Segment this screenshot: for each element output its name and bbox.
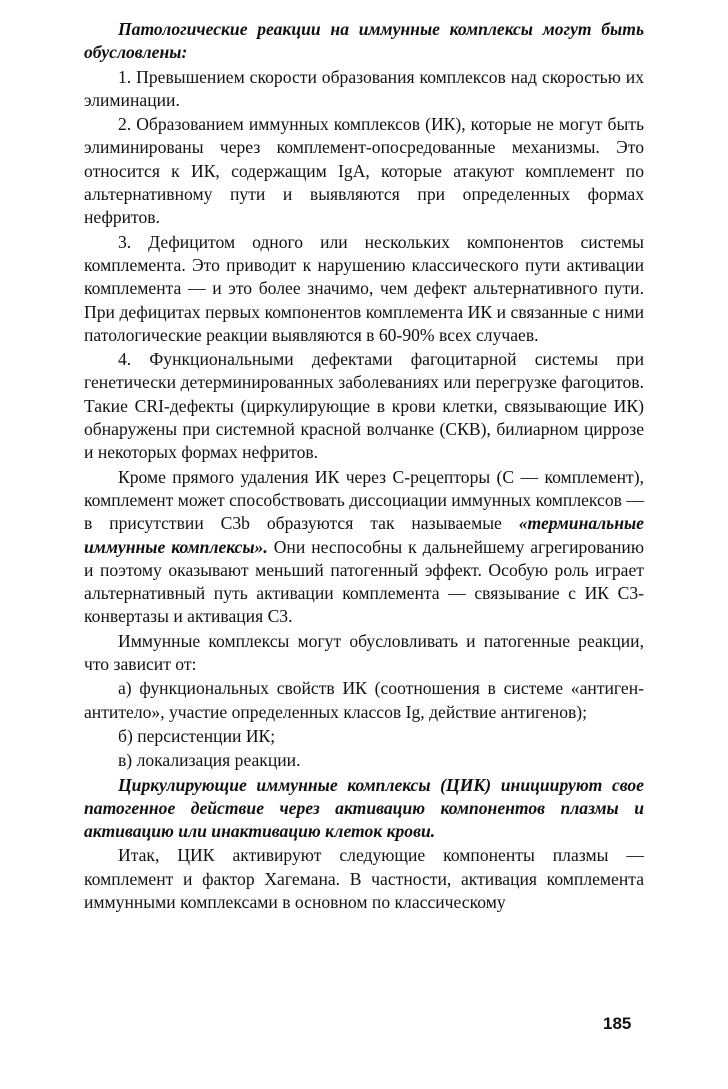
- sub-item-b: б) персистенции ИК;: [118, 725, 276, 746]
- paragraph-text-after-term: Они неспособны к дальнейшему агрегированию и поэтому оказывают меньший патогенный эффект. Особую роль играет альтернативный путь активации комплемента — связывание с ИК С3-конвертазы и активация С3.: [84, 536, 644, 627]
- heading-pathological-reactions: Патологические реакции на иммунные комплексы могут быть обусловлены:: [84, 19, 644, 63]
- term-terminal-immune-complexes: «терминальные иммунные комплексы».: [84, 513, 644, 557]
- heading-circulating-immune-complexes: Циркулирующие иммунные комплексы (ЦИК) инициируют свое патогенное действие через активацию компонентов плазмы и активацию или инактивацию клеток крови.: [84, 774, 644, 842]
- paragraph-text-before-term: Кроме прямого удаления ИК через С-рецепторы (С — комплемент), комплемент может способствовать диссоциации иммунных комплексов — в присутствии С3b образуются так называемые: [84, 466, 644, 534]
- list-item-1: 1. Превышением скорости образования комплексов над скоростью их элиминации.: [84, 66, 644, 110]
- list-item-4: 4. Функциональными дефектами фагоцитарной системы при генетически детерминированных заболеваниях или перегрузке фагоцитов. Такие CRI-дефекты (циркулирующие в крови клетки, связывающие ИК) обнаружены при системной красной волчанке (СКВ), билиарном циррозе и некоторых формах нефритов.: [84, 349, 644, 463]
- list-item-2: 2. Образованием иммунных комплексов (ИК), которые не могут быть элиминированы через комплемент-опосредованные механизмы. Это относится к ИК, содержащим IgA, которые атакуют комплемент по альтернативному пути и выявляются при определенных формах нефритов.: [84, 114, 644, 228]
- sub-item-a: а) функциональных свойств ИК (соотношения в системе «антиген-антитело», участие определенных классов Ig, действие антигенов);: [84, 678, 644, 722]
- page-number: 185: [603, 1014, 632, 1033]
- paragraph-complement-dissociation: [84, 466, 644, 629]
- sub-item-c: в) локализация реакции.: [118, 750, 301, 771]
- paragraph-pathogenic-reactions: Иммунные комплексы могут обусловливать и патогенные реакции, что зависит от:: [84, 630, 644, 675]
- paragraph-cik-activation: Итак, ЦИК активируют следующие компоненты плазмы — комплемент и фактор Хагемана. В частности, активация комплемента иммунными комплексами в основном по классическому: [84, 845, 644, 912]
- list-item-3: 3. Дефицитом одного или нескольких компонентов системы комплемента. Это приводит к нарушению классического пути активации комплемента — и это более значимо, чем дефект альтернативного пути. При дефицитах первых компонентов комплемента ИК и связанные с ними патологические реакции выявляются в 60-90% всех случаев.: [84, 231, 644, 345]
- page-text: [84, 18, 644, 914]
